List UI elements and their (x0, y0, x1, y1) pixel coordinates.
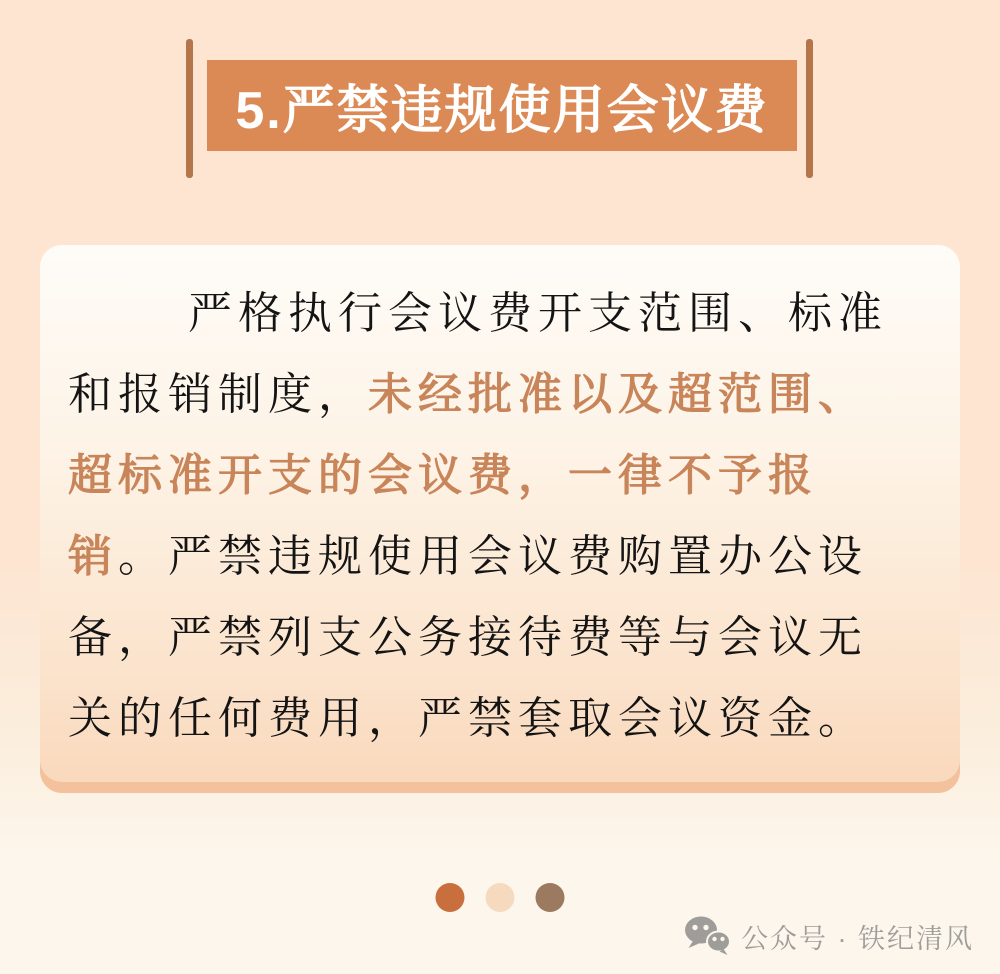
text-run: 。严禁违规使用会议费购置办公设 (118, 532, 868, 581)
pagination-dot-3 (536, 883, 565, 912)
text-highlight: 未经批准以及超范围、 (368, 370, 868, 419)
paragraph-line (68, 678, 936, 759)
pagination-dot-2 (486, 883, 515, 912)
footer-label: 公众号 · 铁纪清风 (741, 923, 974, 954)
title-accent-bar-right (806, 39, 813, 178)
text-run: 备，严禁列支公务接待费等与会议无 (68, 613, 868, 662)
text-highlight: 销 (68, 532, 118, 581)
paragraph-line (68, 516, 936, 597)
pagination-dot-1 (436, 883, 465, 912)
pagination-dots (436, 883, 565, 912)
wechat-icon (684, 916, 731, 956)
paragraph-line (68, 435, 936, 516)
paragraph-line (68, 354, 936, 435)
body-text (68, 273, 936, 759)
title-banner (207, 60, 797, 151)
page-title: 5.严禁违规使用会议费 (235, 82, 769, 140)
text-run: 严格执行会议费开支范围、标准 (188, 289, 888, 338)
content-card (40, 245, 960, 793)
footer (684, 916, 974, 956)
paragraph-line (68, 597, 936, 678)
paragraph-line (68, 273, 936, 354)
title-accent-bar-left (186, 39, 193, 178)
text-run: 和报销制度， (68, 370, 368, 419)
text-run: 关的任何费用，严禁套取会议资金。 (68, 694, 868, 743)
text-highlight: 超标准开支的会议费，一律不予报 (68, 451, 818, 500)
